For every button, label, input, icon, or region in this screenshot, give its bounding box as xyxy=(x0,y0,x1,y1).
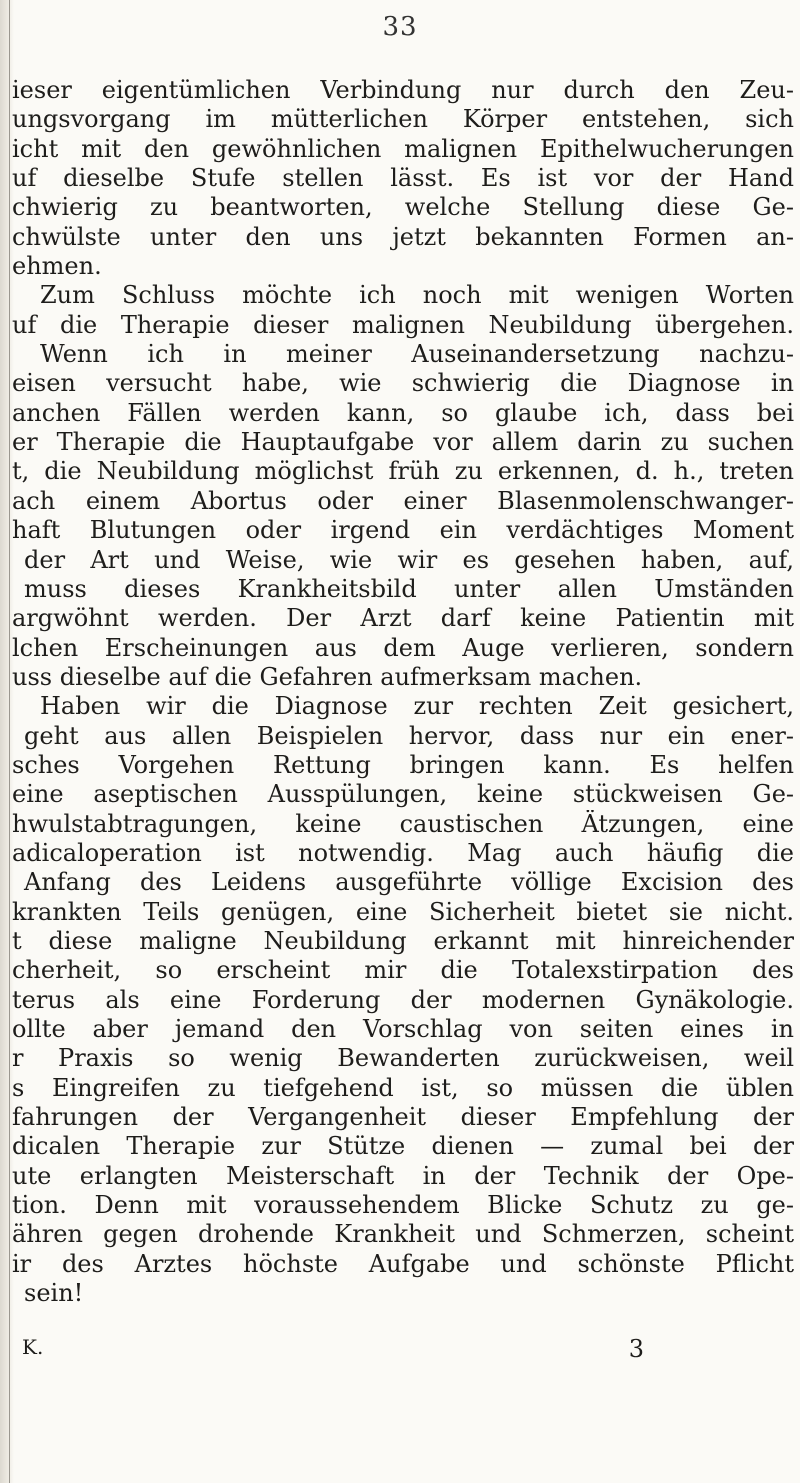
text-line: chwülste unter den uns jetzt bekannten Formen an- xyxy=(12,222,794,251)
text-line: cherheit, so erscheint mir die Totalexstirpation des xyxy=(12,956,794,985)
binding-line xyxy=(9,0,10,1483)
text-line: ungsvorgang im mütterlichen Körper entstehen, sich xyxy=(12,105,794,134)
sheet-number: 3 xyxy=(628,1335,644,1363)
text-line: argwöhnt werden. Der Arzt darf keine Patientin mit xyxy=(12,604,794,633)
text-line: anchen Fällen werden kann, so glaube ich, dass bei xyxy=(12,398,794,427)
text-line: terus als eine Forderung der modernen Gynäkologie. xyxy=(12,985,794,1014)
text-line: ieser eigentümlichen Verbindung nur durch den Zeu- xyxy=(12,76,794,104)
text-line: t diese maligne Neubildung erkannt mit hinreichender xyxy=(12,926,794,955)
text-line: geht aus allen Beispielen hervor, dass nur ein ener- xyxy=(24,721,794,750)
text-line: sein! xyxy=(24,1279,84,1308)
text-line: ehmen. xyxy=(12,252,102,281)
text-line: er Therapie die Hauptaufgabe vor allem darin zu suchen xyxy=(12,428,794,457)
text-line: Haben wir die Diagnose zur rechten Zeit gesichert, xyxy=(40,692,794,721)
text-line: adicaloperation ist notwendig. Mag auch häufig die xyxy=(12,838,794,867)
text-line: lchen Erscheinungen aus dem Auge verlieren, sondern xyxy=(12,633,794,662)
text-line: muss dieses Krankheitsbild unter allen Umständen xyxy=(24,574,794,603)
text-line: uss dieselbe auf die Gefahren aufmerksam machen. xyxy=(12,662,643,691)
text-line: eine aseptischen Ausspülungen, keine stückweisen Ge- xyxy=(12,780,794,809)
text-line: uf die Therapie dieser malignen Neubildung übergehen. xyxy=(12,310,794,339)
text-line: ir des Arztes höchste Aufgabe und schönste Pflicht xyxy=(12,1249,794,1278)
text-line: hwulstabtragungen, keine caustischen Ätzungen, eine xyxy=(12,809,794,838)
text-line: tion. Denn mit voraussehendem Blicke Schutz zu ge- xyxy=(12,1191,794,1220)
text-line: chwierig zu beantworten, welche Stellung diese Ge- xyxy=(12,193,794,222)
text-line: icht mit den gewöhnlichen malignen Epithelwucherungen xyxy=(12,134,794,163)
text-line: ähren gegen drohende Krankheit und Schmerzen, scheint xyxy=(12,1220,794,1249)
text-line: Zum Schluss möchte ich noch mit wenigen Worten xyxy=(40,281,794,310)
text-line: Wenn ich in meiner Auseinandersetzung nachzu- xyxy=(40,340,794,369)
signature-mark: K. xyxy=(22,1335,44,1359)
text-line: s Eingreifen zu tiefgehend ist, so müssen die üblen xyxy=(12,1073,794,1102)
text-line: r Praxis so wenig Bewanderten zurückweisen, weil xyxy=(12,1044,794,1073)
text-line: sches Vorgehen Rettung bringen kann. Es helfen xyxy=(12,750,794,779)
text-line: Anfang des Leidens ausgeführte völlige Excision des xyxy=(24,868,794,897)
text-line: krankten Teils genügen, eine Sicherheit bietet sie nicht. xyxy=(12,897,794,926)
text-line: dicalen Therapie zur Stütze dienen — zumal bei der xyxy=(12,1132,794,1161)
text-line: eisen versucht habe, wie schwierig die Diagnose in xyxy=(12,369,794,398)
text-line: haft Blutungen oder irgend ein verdächtiges Moment xyxy=(12,516,794,545)
page-footer xyxy=(22,1335,644,1365)
text-line: ute erlangten Meisterschaft in der Technik der Ope- xyxy=(12,1161,794,1190)
text-line: ach einem Abortus oder einer Blasenmolenschwanger- xyxy=(12,486,794,515)
text-line: ollte aber jemand den Vorschlag von seiten eines in xyxy=(12,1015,794,1043)
text-line: uf dieselbe Stufe stellen lässt. Es ist vor der Hand xyxy=(12,164,794,193)
text-line: der Art und Weise, wie wir es gesehen haben, auf, xyxy=(24,545,794,574)
page-number: 33 xyxy=(382,12,418,42)
text-line: t, die Neubildung möglichst früh zu erkennen, d. h., treten xyxy=(12,457,794,486)
text-line: fahrungen der Vergangenheit dieser Empfehlung der xyxy=(12,1103,794,1132)
body-text xyxy=(12,76,794,1308)
